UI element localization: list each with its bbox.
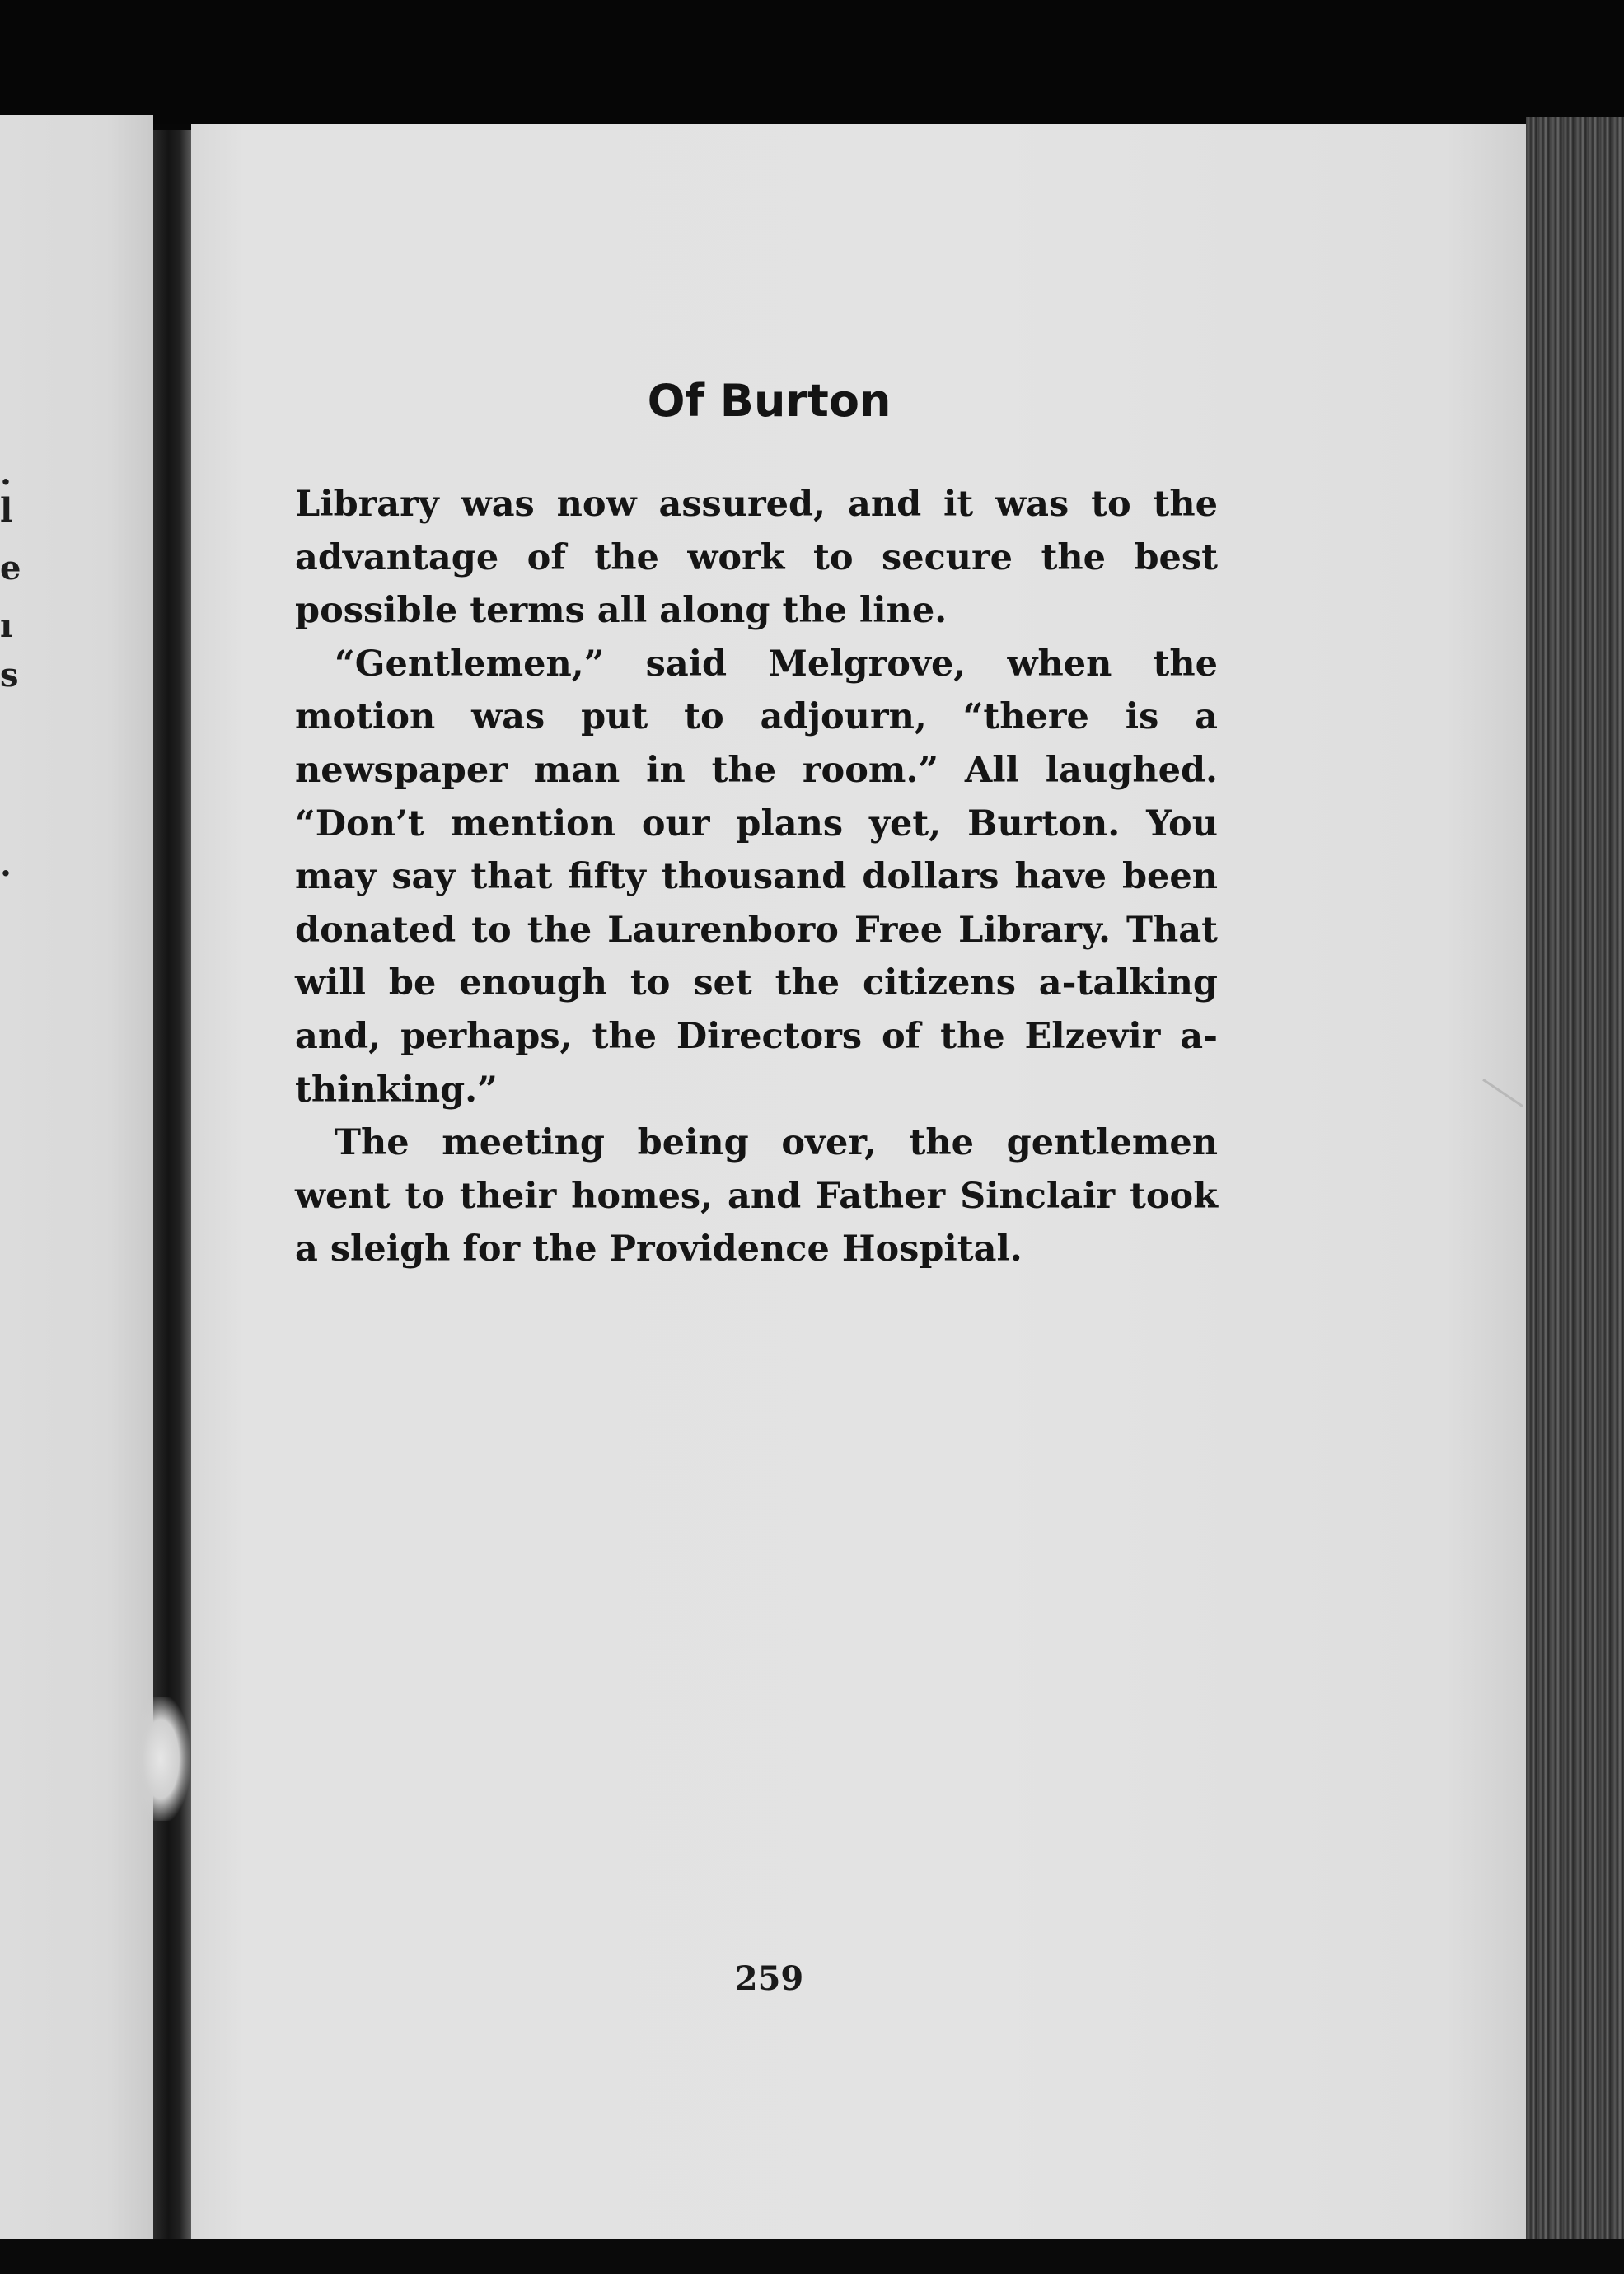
facing-page-character: l [0, 491, 13, 530]
scan-bottom-border [0, 2239, 1624, 2274]
page-edges [1526, 117, 1624, 2239]
paragraph: Library was now assured, and it was to the advantage of the work to secure the best possible terms all along the line. [295, 484, 1218, 632]
running-head [0, 375, 1624, 427]
scan-top-border [0, 0, 1624, 124]
facing-page-character: s [0, 656, 19, 695]
paragraph: “Gentlemen,” said Melgrove, when the motion was put to adjourn, “there is a newspaper man in the room.” All laughed. “Don’t mention our plans yet, Burton. You may say that fifty thousand dollars have been donated to the Laurenboro Free Library. That will be enough to set the citizens a-talking and, perhaps, the Directors of the Elzevir a-thinking.” [295, 643, 1218, 1111]
page-number-text: 259 [734, 1959, 804, 1998]
page-number [0, 1959, 1624, 1998]
running-head-text: Of Burton [647, 375, 892, 427]
paragraph: The meeting being over, the gentlemen went to their homes, and Father Sinclair took a sleigh for the Providence Hospital. [295, 1122, 1218, 1270]
facing-page-character: . [0, 845, 12, 884]
facing-page-character: ı [0, 606, 13, 645]
gutter-fleck [132, 1697, 190, 1821]
facing-page-character: . [0, 454, 12, 493]
facing-page-edge [0, 115, 153, 2241]
body-text [295, 478, 1218, 1276]
book-gutter [153, 130, 191, 2241]
facing-page-character: e [0, 549, 21, 587]
